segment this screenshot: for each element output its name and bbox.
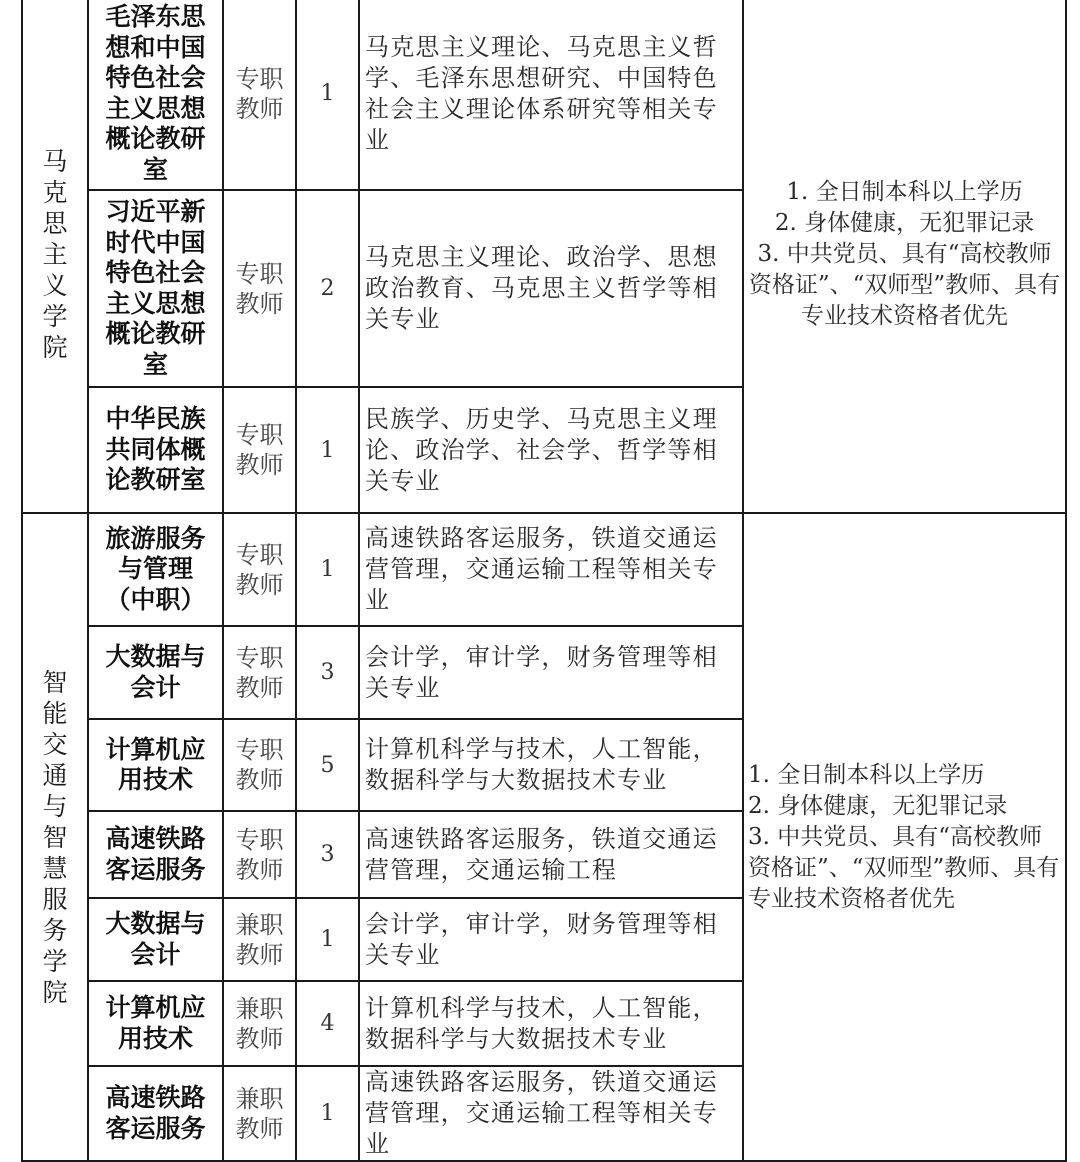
department-cell: 大数据与会计 bbox=[88, 626, 223, 719]
headcount-cell: 1 bbox=[296, 387, 359, 513]
position-type-cell: 专职教师 bbox=[223, 811, 296, 898]
majors-cell: 高速铁路客运服务，铁道交通运营管理，交通运输工程等相关专业 bbox=[359, 1066, 743, 1161]
headcount-cell: 1 bbox=[296, 1066, 359, 1161]
department-cell: 中华民族共同体概论教研室 bbox=[88, 387, 223, 513]
majors-cell: 高速铁路客运服务，铁道交通运营管理，交通运输工程 bbox=[359, 811, 743, 898]
department-cell: 高速铁路客运服务 bbox=[88, 811, 223, 898]
college-name: 马克思主义学院 bbox=[42, 147, 68, 362]
position-type-cell: 专职教师 bbox=[223, 719, 296, 811]
department-cell: 大数据与会计 bbox=[88, 898, 223, 981]
headcount-cell: 4 bbox=[296, 981, 359, 1066]
department-cell: 计算机应用技术 bbox=[88, 719, 223, 811]
position-type-cell: 专职教师 bbox=[223, 0, 296, 190]
requirement-line: 1. 全日制本科以上学历 bbox=[748, 761, 985, 788]
position-type-cell: 兼职教师 bbox=[223, 981, 296, 1066]
majors-cell: 会计学，审计学，财务管理等相关专业 bbox=[359, 626, 743, 719]
department-cell: 习近平新时代中国特色社会主义思想概论教研室 bbox=[88, 190, 223, 387]
position-type-cell: 专职教师 bbox=[223, 190, 296, 387]
headcount-cell: 5 bbox=[296, 719, 359, 811]
college-cell bbox=[22, 513, 88, 1161]
majors-cell: 马克思主义理论、马克思主义哲学、毛泽东思想研究、中国特色社会主义理论体系研究等相关专业 bbox=[359, 0, 743, 190]
headcount-cell: 3 bbox=[296, 811, 359, 898]
position-type-cell: 兼职教师 bbox=[223, 898, 296, 981]
requirement-line: 1. 全日制本科以上学历 bbox=[786, 179, 1023, 205]
department-cell: 旅游服务与管理（中职） bbox=[88, 513, 223, 626]
majors-cell: 计算机科学与技术，人工智能，数据科学与大数据技术专业 bbox=[359, 981, 743, 1066]
headcount-cell: 1 bbox=[296, 513, 359, 626]
headcount-cell: 1 bbox=[296, 0, 359, 190]
headcount-cell: 1 bbox=[296, 898, 359, 981]
table-row bbox=[22, 0, 1066, 190]
requirement-line: 3. 中共党员、具有“高校教师资格证”、“双师型”教师、具有专业技术资格者优先 bbox=[748, 241, 1061, 329]
department-cell: 计算机应用技术 bbox=[88, 981, 223, 1066]
majors-cell: 高速铁路客运服务，铁道交通运营管理，交通运输工程等相关专业 bbox=[359, 513, 743, 626]
requirements-cell bbox=[743, 513, 1066, 1161]
department-cell: 高速铁路客运服务 bbox=[88, 1066, 223, 1161]
requirements-cell bbox=[743, 0, 1066, 513]
table-row bbox=[22, 513, 1066, 626]
requirement-line: 2. 身体健康，无犯罪记录 bbox=[774, 210, 1035, 236]
requirement-line: 2. 身体健康，无犯罪记录 bbox=[748, 792, 1008, 819]
position-type-cell: 专职教师 bbox=[223, 513, 296, 626]
majors-cell: 民族学、历史学、马克思主义理论、政治学、社会学、哲学等相关专业 bbox=[359, 387, 743, 513]
majors-cell: 计算机科学与技术，人工智能，数据科学与大数据技术专业 bbox=[359, 719, 743, 811]
headcount-cell: 3 bbox=[296, 626, 359, 719]
position-type-cell: 专职教师 bbox=[223, 387, 296, 513]
college-name: 智能交通与智慧服务学院 bbox=[42, 667, 68, 1007]
majors-cell: 会计学，审计学，财务管理等相关专业 bbox=[359, 898, 743, 981]
headcount-cell: 2 bbox=[296, 190, 359, 387]
recruitment-table bbox=[21, 0, 1067, 1162]
position-type-cell: 兼职教师 bbox=[223, 1066, 296, 1161]
majors-cell: 马克思主义理论、政治学、思想政治教育、马克思主义哲学等相关专业 bbox=[359, 190, 743, 387]
college-cell bbox=[22, 0, 88, 513]
department-cell: 毛泽东思想和中国特色社会主义思想概论教研室 bbox=[88, 0, 223, 190]
requirement-line: 3. 中共党员、具有“高校教师资格证”、“双师型”教师、具有专业技术资格者优先 bbox=[748, 823, 1060, 912]
position-type-cell: 专职教师 bbox=[223, 626, 296, 719]
